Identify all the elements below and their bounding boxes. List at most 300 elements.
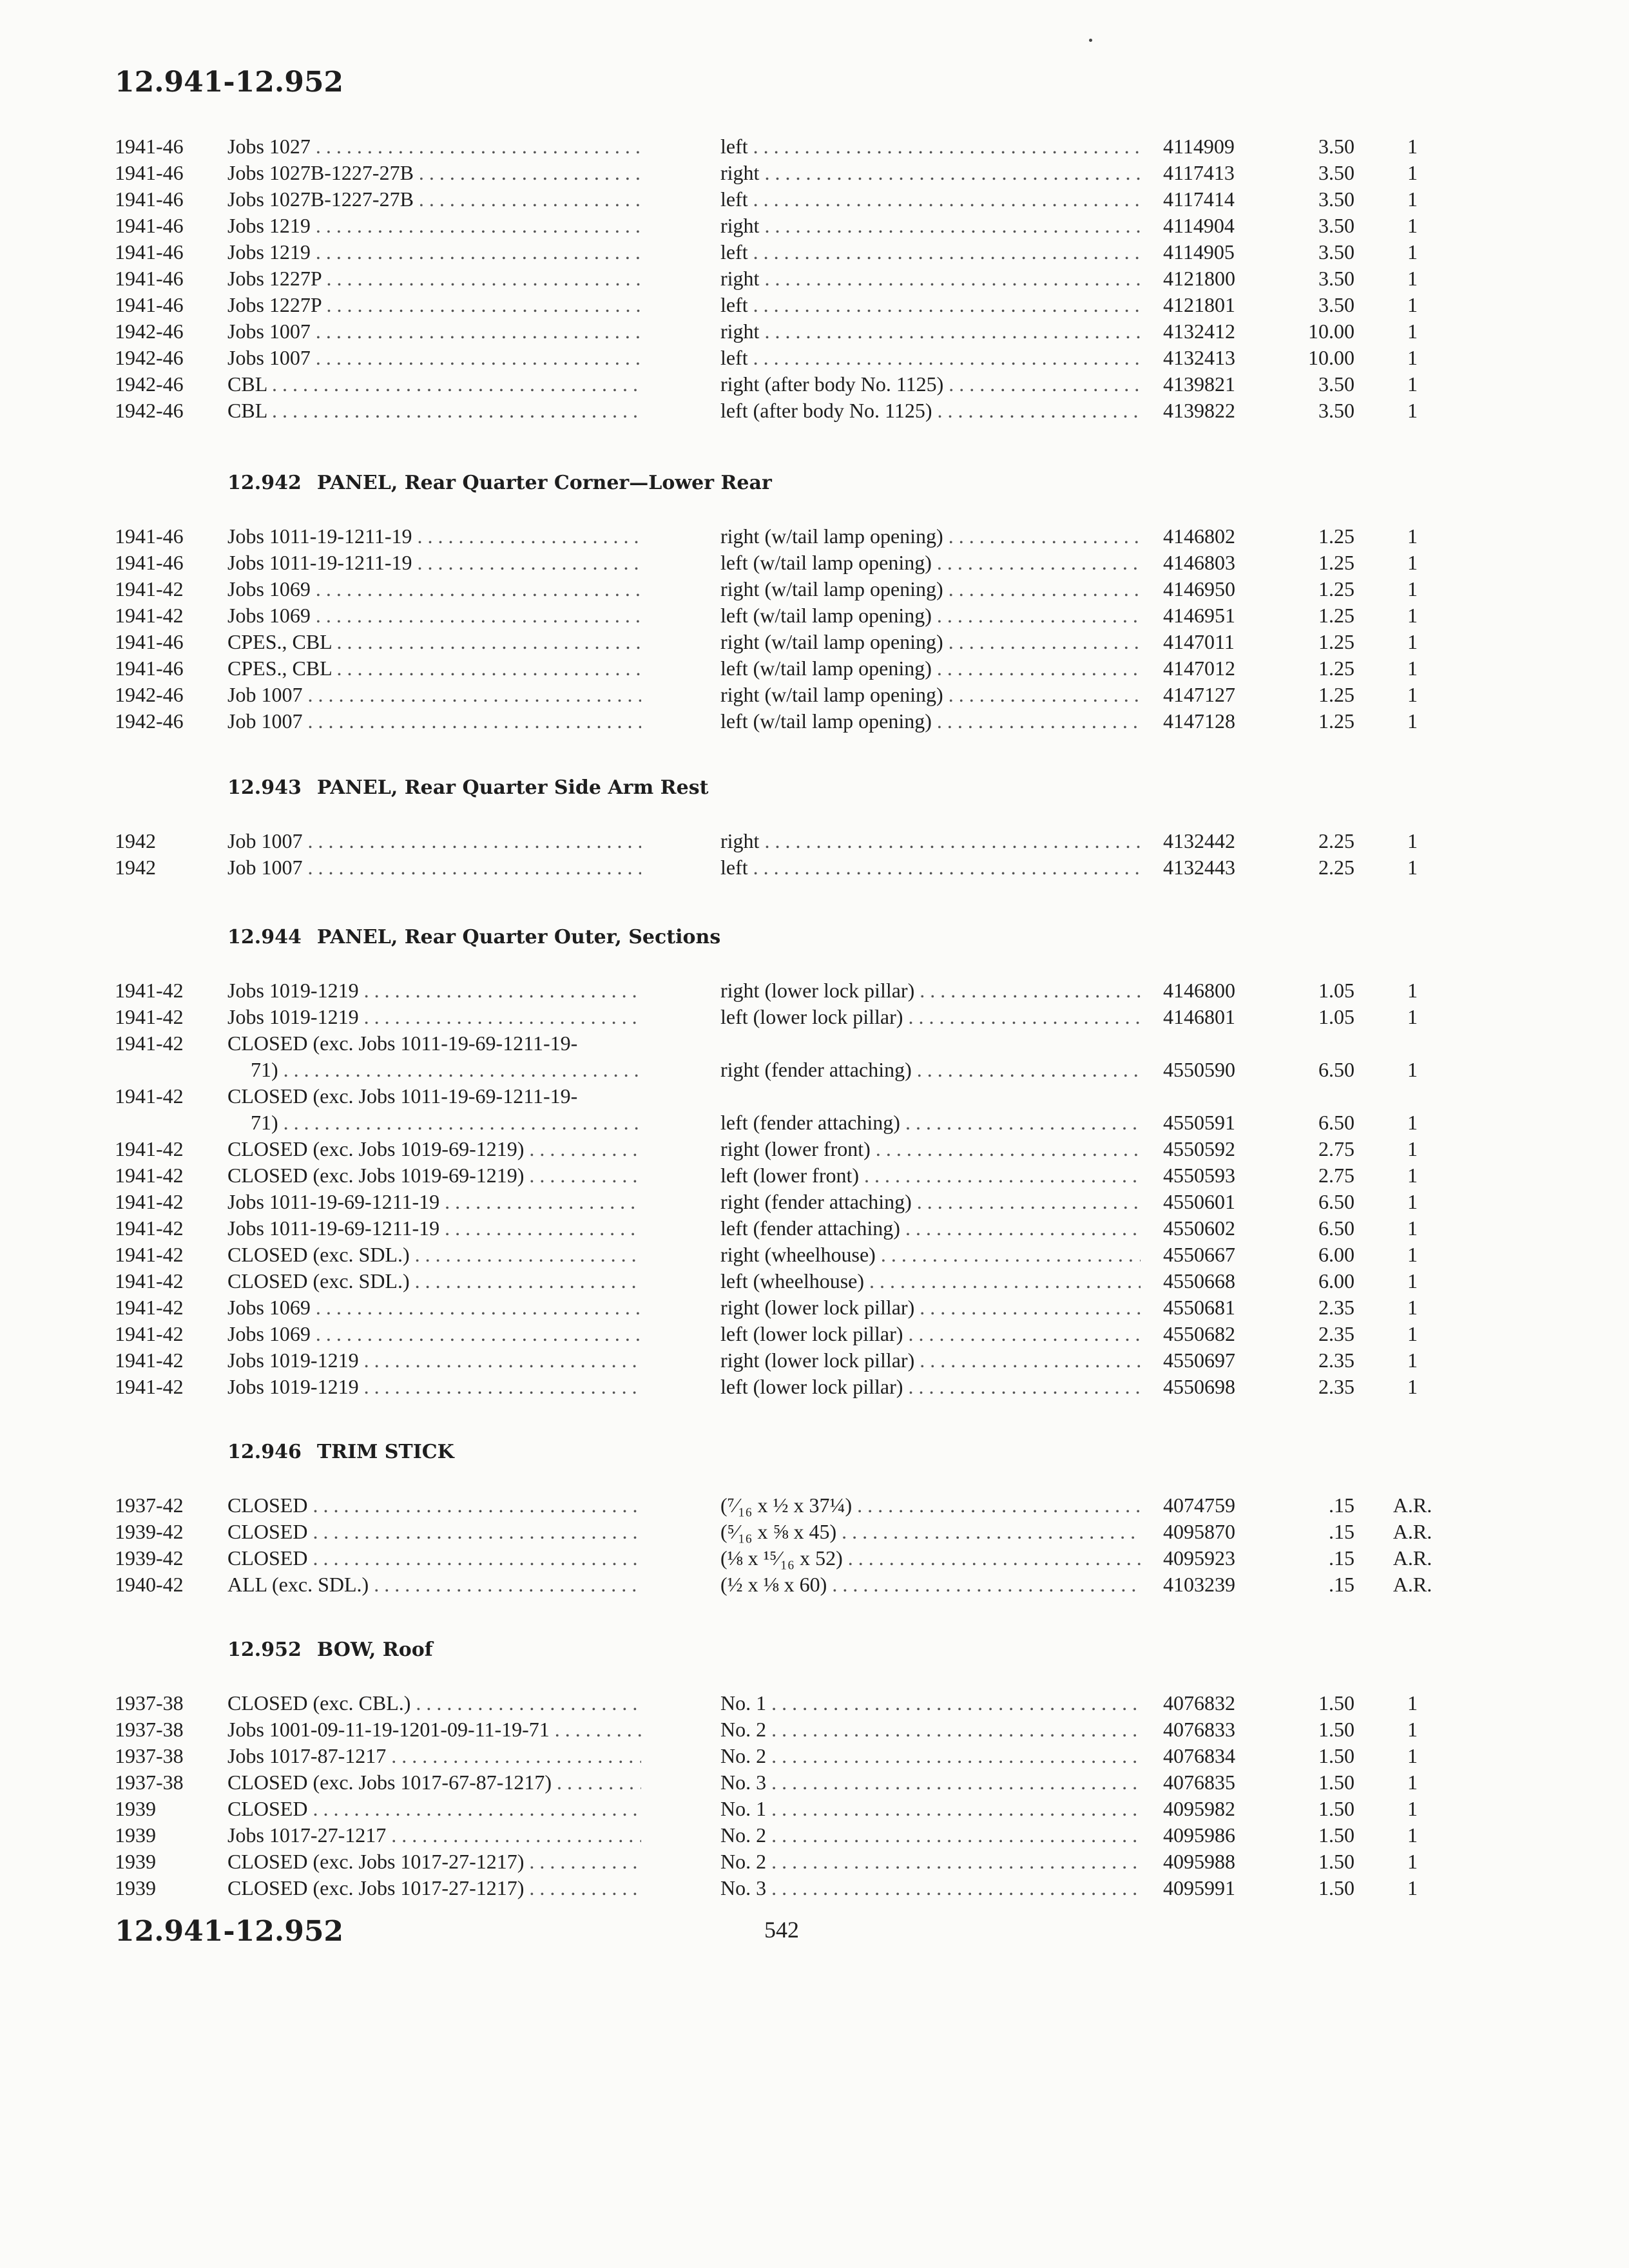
model-cell-text: CLOSED (exc. Jobs 1017-27-1217) . . . <box>227 1876 641 1899</box>
price-cell <box>1276 133 1354 160</box>
model-cell-text: Jobs 1001-09-11-19-1201-09-11-19-71 . . . <box>227 1718 641 1741</box>
table-row <box>0 265 1629 292</box>
quantity-cell-text: A.R. <box>1393 1573 1432 1596</box>
years-cell-text: 1939-42 <box>115 1520 184 1543</box>
description-cell-text: left . . . <box>720 240 1141 264</box>
model-cell-line2-text: 71) . . . <box>251 1111 641 1134</box>
model-cell <box>227 398 641 424</box>
years-cell <box>115 160 184 186</box>
price-cell-text: 1.25 <box>1318 524 1354 548</box>
model-cell-text: Jobs 1027B-1227-27B . . . <box>227 187 641 211</box>
years-cell-text: 1942-46 <box>115 372 184 396</box>
price-cell-text: 2.35 <box>1318 1375 1354 1398</box>
model-cell-text: Jobs 1019-1219 . . . <box>227 1005 641 1028</box>
quantity-cell <box>1387 1822 1438 1849</box>
part-number-cell-text: 4550668 <box>1163 1269 1235 1293</box>
price-cell-text: 3.50 <box>1318 214 1354 237</box>
part-number-cell-text: 4146951 <box>1163 604 1235 627</box>
part-number-cell <box>1163 1875 1235 1901</box>
price-cell <box>1276 1242 1354 1268</box>
price-cell-text: .15 <box>1329 1494 1354 1517</box>
price-cell <box>1276 1875 1354 1901</box>
section-title <box>227 926 720 948</box>
quantity-cell-text: 1 <box>1407 709 1418 733</box>
part-number-cell <box>1163 1162 1235 1189</box>
part-number-cell-text: 4095988 <box>1163 1850 1235 1873</box>
description-cell-text: right . . . <box>720 267 1141 290</box>
part-number-cell-text: 4550593 <box>1163 1164 1235 1187</box>
years-cell <box>115 1849 156 1875</box>
years-cell <box>115 1769 184 1796</box>
model-cell <box>227 371 641 398</box>
section-title <box>227 1639 433 1661</box>
table-row <box>0 371 1629 398</box>
years-cell <box>115 318 184 345</box>
model-cell <box>227 708 641 735</box>
table-row <box>0 213 1629 239</box>
part-number-cell-text: 4146802 <box>1163 524 1235 548</box>
years-cell <box>115 239 184 265</box>
description-cell <box>720 398 1141 424</box>
description-cell-text: right . . . <box>720 320 1141 343</box>
section-number: 12.942 <box>227 472 302 494</box>
years-cell-text: 1941-46 <box>115 214 184 237</box>
model-cell <box>227 1321 641 1347</box>
quantity-cell <box>1387 1716 1438 1743</box>
price-cell-text: .15 <box>1329 1546 1354 1570</box>
description-cell-text: left . . . <box>720 346 1141 369</box>
description-cell-text: left . . . <box>720 135 1141 158</box>
quantity-cell-text: 1 <box>1407 577 1418 601</box>
description-cell <box>720 1189 1141 1215</box>
model-cell <box>227 1769 641 1796</box>
description-cell <box>720 1294 1141 1321</box>
years-cell <box>115 133 184 160</box>
model-cell-text: CLOSED . . . <box>227 1494 641 1517</box>
quantity-cell-text: 1 <box>1407 293 1418 316</box>
part-number-cell <box>1163 1374 1235 1400</box>
price-cell <box>1276 1215 1354 1242</box>
price-cell <box>1276 1571 1354 1598</box>
description-cell <box>720 1347 1141 1374</box>
quantity-cell-text: 1 <box>1407 856 1418 879</box>
part-number-cell-text: 4121800 <box>1163 267 1235 290</box>
price-cell <box>1276 1822 1354 1849</box>
description-cell-text: left (w/tail lamp opening) . . . <box>720 709 1141 733</box>
model-cell <box>227 655 641 682</box>
description-cell <box>720 1849 1141 1875</box>
description-cell-text: left (lower lock pillar) . . . <box>720 1375 1141 1398</box>
description-cell-text: right (fender attaching) . . . <box>720 1058 1141 1081</box>
model-cell-text: CLOSED (exc. SDL.) . . . <box>227 1269 641 1293</box>
price-cell <box>1276 160 1354 186</box>
quantity-cell <box>1387 160 1438 186</box>
price-cell-text: 6.50 <box>1318 1190 1354 1213</box>
model-cell <box>227 265 641 292</box>
price-cell-text: 1.50 <box>1318 1850 1354 1873</box>
model-cell <box>227 1849 641 1875</box>
model-cell-text: CLOSED . . . <box>227 1520 641 1543</box>
quantity-cell-text: A.R. <box>1393 1520 1432 1543</box>
quantity-cell <box>1387 655 1438 682</box>
quantity-cell-text: 1 <box>1407 979 1418 1002</box>
part-number-cell <box>1163 345 1235 371</box>
quantity-cell <box>1387 239 1438 265</box>
quantity-cell <box>1387 523 1438 550</box>
model-cell <box>227 1822 641 1849</box>
model-cell-text: Jobs 1027B-1227-27B . . . <box>227 161 641 184</box>
price-cell-text: 2.35 <box>1318 1349 1354 1372</box>
quantity-cell-text: 1 <box>1407 161 1418 184</box>
description-cell <box>720 828 1141 854</box>
price-cell <box>1276 371 1354 398</box>
part-number-cell <box>1163 1492 1235 1519</box>
description-cell <box>720 1492 1141 1519</box>
table-row <box>0 318 1629 345</box>
description-cell <box>720 318 1141 345</box>
years-cell-text: 1937-38 <box>115 1691 184 1715</box>
quantity-cell <box>1387 371 1438 398</box>
model-cell-line1: CLOSED (exc. Jobs 1011-19-69-1211-19- <box>227 1084 578 1108</box>
quantity-cell <box>1387 1796 1438 1822</box>
years-cell-text: 1941-46 <box>115 161 184 184</box>
quantity-cell <box>1387 1215 1438 1242</box>
table-row <box>0 1268 1629 1294</box>
price-cell-text: .15 <box>1329 1520 1354 1543</box>
table-row <box>0 398 1629 424</box>
quantity-cell <box>1387 1347 1438 1374</box>
quantity-cell-text: 1 <box>1407 135 1418 158</box>
model-cell-text: Jobs 1017-27-1217 . . . <box>227 1823 641 1847</box>
years-cell-text: 1941-42 <box>115 1005 184 1028</box>
description-cell-text: No. 3 . . . <box>720 1771 1141 1794</box>
table-row <box>0 1519 1629 1545</box>
description-cell-text: right (lower front) . . . <box>720 1137 1141 1160</box>
years-cell-text: 1941-42 <box>115 604 184 627</box>
description-cell <box>720 1769 1141 1796</box>
section-title <box>227 472 772 494</box>
years-cell <box>115 292 184 318</box>
description-cell <box>720 1796 1141 1822</box>
part-number-cell-text: 4114909 <box>1163 135 1235 158</box>
table-row <box>0 1796 1629 1822</box>
part-number-cell-text: 4550682 <box>1163 1322 1235 1345</box>
part-number-cell <box>1163 398 1235 424</box>
model-cell <box>227 1571 641 1598</box>
description-cell <box>720 576 1141 602</box>
price-cell <box>1276 523 1354 550</box>
price-cell-text: 1.25 <box>1318 577 1354 601</box>
price-cell-text: 3.50 <box>1318 372 1354 396</box>
model-cell <box>227 1083 641 1136</box>
quantity-cell <box>1387 1875 1438 1901</box>
description-cell <box>720 629 1141 655</box>
years-cell-text: 1942-46 <box>115 683 184 706</box>
model-cell <box>227 1875 641 1901</box>
quantity-cell <box>1387 1545 1438 1571</box>
years-cell <box>115 977 184 1004</box>
quantity-cell <box>1387 1189 1438 1215</box>
table-row <box>0 1004 1629 1030</box>
part-number-cell <box>1163 1189 1235 1215</box>
price-cell-text: 10.00 <box>1308 320 1354 343</box>
years-cell <box>115 828 156 854</box>
part-number-cell-text: 4550601 <box>1163 1190 1235 1213</box>
years-cell <box>115 1374 184 1400</box>
years-cell-text: 1937-42 <box>115 1494 184 1517</box>
price-cell <box>1276 1743 1354 1769</box>
quantity-cell-text: 1 <box>1407 524 1418 548</box>
table-row <box>0 854 1629 881</box>
quantity-cell-text: 1 <box>1407 1349 1418 1372</box>
years-cell-text: 1942 <box>115 829 156 852</box>
table-row <box>0 1545 1629 1571</box>
price-cell <box>1276 1769 1354 1796</box>
quantity-cell-text: 1 <box>1407 1111 1418 1134</box>
description-cell <box>720 1110 1141 1136</box>
price-cell <box>1276 345 1354 371</box>
model-cell-text: Jobs 1027 . . . <box>227 135 641 158</box>
price-cell-text: 3.50 <box>1318 293 1354 316</box>
table-row <box>0 550 1629 576</box>
years-cell <box>115 1083 184 1110</box>
years-cell <box>115 1875 156 1901</box>
description-cell <box>720 1004 1141 1030</box>
description-cell-text: left (w/tail lamp opening) . . . <box>720 551 1141 574</box>
model-cell-line2-text: 71) . . . <box>251 1058 641 1081</box>
years-cell <box>115 1347 184 1374</box>
quantity-cell-text: 1 <box>1407 657 1418 680</box>
description-cell <box>720 371 1141 398</box>
price-cell <box>1276 655 1354 682</box>
years-cell <box>115 186 184 213</box>
part-number-cell-text: 4076834 <box>1163 1744 1235 1767</box>
description-cell <box>720 1690 1141 1716</box>
description-cell <box>720 133 1141 160</box>
table-row <box>0 576 1629 602</box>
part-number-cell-text: 4132412 <box>1163 320 1235 343</box>
description-cell-text: No. 1 . . . <box>720 1691 1141 1715</box>
model-cell <box>227 828 641 854</box>
years-cell-text: 1941-46 <box>115 240 184 264</box>
part-number-cell <box>1163 1321 1235 1347</box>
part-number-cell-text: 4132443 <box>1163 856 1235 879</box>
quantity-cell-text: 1 <box>1407 214 1418 237</box>
table-row <box>0 1849 1629 1875</box>
price-cell-text: 1.50 <box>1318 1771 1354 1794</box>
model-cell <box>227 1215 641 1242</box>
price-cell <box>1276 1321 1354 1347</box>
table-row <box>0 1083 1629 1136</box>
table-row <box>0 292 1629 318</box>
quantity-cell <box>1387 1162 1438 1189</box>
price-cell-text: 1.05 <box>1318 1005 1354 1028</box>
years-cell <box>115 1716 184 1743</box>
model-cell <box>227 1545 641 1571</box>
description-cell-text: left (lower lock pillar) . . . <box>720 1322 1141 1345</box>
quantity-cell-text: 1 <box>1407 1744 1418 1767</box>
years-cell <box>115 523 184 550</box>
table-row <box>0 1492 1629 1519</box>
description-cell-text: No. 2 . . . <box>720 1823 1141 1847</box>
model-cell <box>227 186 641 213</box>
section-number: 12.946 <box>227 1441 302 1463</box>
table-row <box>0 708 1629 735</box>
section-heading: PANEL, Rear Quarter Side Arm Rest <box>316 776 709 799</box>
years-cell-text: 1939 <box>115 1823 156 1847</box>
part-number-cell <box>1163 828 1235 854</box>
price-cell <box>1276 186 1354 213</box>
part-number-cell-text: 4550592 <box>1163 1137 1235 1160</box>
price-cell <box>1276 1716 1354 1743</box>
part-number-cell <box>1163 186 1235 213</box>
part-number-cell-text: 4076833 <box>1163 1718 1235 1741</box>
model-cell-text: Jobs 1069 . . . <box>227 1296 641 1319</box>
part-number-cell <box>1163 1571 1235 1598</box>
quantity-cell <box>1387 1057 1438 1083</box>
price-cell <box>1276 1545 1354 1571</box>
price-cell-text: 1.25 <box>1318 551 1354 574</box>
description-cell-text: left (lower front) . . . <box>720 1164 1141 1187</box>
table-row <box>0 239 1629 265</box>
model-cell <box>227 1189 641 1215</box>
model-cell-text: Jobs 1011-19-1211-19 . . . <box>227 524 641 548</box>
section-number: 12.944 <box>227 926 302 948</box>
model-cell <box>227 318 641 345</box>
model-cell <box>227 1743 641 1769</box>
price-cell <box>1276 1057 1354 1083</box>
model-cell-text: CLOSED (exc. Jobs 1017-27-1217) . . . <box>227 1850 641 1873</box>
model-cell-text: Jobs 1019-1219 . . . <box>227 1375 641 1398</box>
table-row <box>0 1162 1629 1189</box>
description-cell-text: right (w/tail lamp opening) . . . <box>720 683 1141 706</box>
description-cell-text: (½ x ⅛ x 60) . . . <box>720 1573 1141 1596</box>
part-number-cell-text: 4147127 <box>1163 683 1235 706</box>
price-cell <box>1276 708 1354 735</box>
part-number-cell <box>1163 318 1235 345</box>
years-cell <box>115 629 184 655</box>
years-cell-text: 1941-46 <box>115 135 184 158</box>
price-cell-text: 10.00 <box>1308 346 1354 369</box>
part-number-cell <box>1163 213 1235 239</box>
price-cell-text: 1.50 <box>1318 1744 1354 1767</box>
description-cell <box>720 1242 1141 1268</box>
quantity-cell-text: 1 <box>1407 1322 1418 1345</box>
part-number-cell-text: 4146800 <box>1163 979 1235 1002</box>
quantity-cell <box>1387 1136 1438 1162</box>
price-cell-text: 2.35 <box>1318 1322 1354 1345</box>
section-heading: PANEL, Rear Quarter Outer, Sections <box>316 926 721 948</box>
model-cell-text: Jobs 1069 . . . <box>227 604 641 627</box>
part-number-cell-text: 4550602 <box>1163 1216 1235 1240</box>
description-cell <box>720 239 1141 265</box>
years-cell <box>115 1796 156 1822</box>
years-cell <box>115 1822 156 1849</box>
description-cell <box>720 682 1141 708</box>
description-cell-text: No. 2 . . . <box>720 1744 1141 1767</box>
model-cell-text: CLOSED (exc. Jobs 1019-69-1219) . . . <box>227 1137 641 1160</box>
years-cell-text: 1941-46 <box>115 657 184 680</box>
model-cell-text: Jobs 1219 . . . <box>227 214 641 237</box>
price-cell <box>1276 1374 1354 1400</box>
part-number-cell <box>1163 1110 1235 1136</box>
price-cell <box>1276 828 1354 854</box>
quantity-cell-text: 1 <box>1407 1375 1418 1398</box>
quantity-cell <box>1387 1110 1438 1136</box>
years-cell <box>115 265 184 292</box>
years-cell-text: 1937-38 <box>115 1718 184 1741</box>
part-number-cell-text: 4095870 <box>1163 1520 1235 1543</box>
model-cell <box>227 133 641 160</box>
section-title <box>227 776 708 799</box>
description-cell-text: left . . . <box>720 856 1141 879</box>
part-number-cell <box>1163 576 1235 602</box>
years-cell <box>115 1215 184 1242</box>
quantity-cell <box>1387 213 1438 239</box>
years-cell-text: 1941-46 <box>115 293 184 316</box>
model-cell-text: Job 1007 . . . <box>227 829 641 852</box>
table-row <box>0 160 1629 186</box>
table-row <box>0 1294 1629 1321</box>
price-cell <box>1276 1796 1354 1822</box>
description-cell-text: No. 3 . . . <box>720 1876 1141 1899</box>
description-cell-text: right (wheelhouse) . . . <box>720 1243 1141 1266</box>
quantity-cell <box>1387 1268 1438 1294</box>
description-cell-text: left . . . <box>720 293 1141 316</box>
part-number-cell <box>1163 1242 1235 1268</box>
quantity-cell-text: 1 <box>1407 1058 1418 1081</box>
years-cell <box>115 682 184 708</box>
years-cell-text: 1941-42 <box>115 577 184 601</box>
price-cell-text: 3.50 <box>1318 161 1354 184</box>
model-cell <box>227 1690 641 1716</box>
description-cell-text: (⁵⁄₁₆ x ⅝ x 45) . . . <box>720 1520 1141 1543</box>
table-row <box>0 655 1629 682</box>
section-number: 12.952 <box>227 1639 302 1661</box>
model-cell <box>227 682 641 708</box>
model-cell-text: CPES., CBL . . . <box>227 630 641 653</box>
quantity-cell-text: 1 <box>1407 1797 1418 1820</box>
years-cell <box>115 1321 184 1347</box>
quantity-cell <box>1387 708 1438 735</box>
model-cell-text: CPES., CBL . . . <box>227 657 641 680</box>
part-number-cell <box>1163 977 1235 1004</box>
part-number-cell-text: 4146801 <box>1163 1005 1235 1028</box>
part-number-cell <box>1163 1545 1235 1571</box>
price-cell-text: 1.50 <box>1318 1823 1354 1847</box>
price-cell-text: 1.25 <box>1318 683 1354 706</box>
part-number-cell <box>1163 133 1235 160</box>
part-number-cell-text: 4146803 <box>1163 551 1235 574</box>
model-cell-text: Jobs 1219 . . . <box>227 240 641 264</box>
description-cell <box>720 523 1141 550</box>
model-cell-text: CLOSED (exc. SDL.) . . . <box>227 1243 641 1266</box>
model-cell <box>227 550 641 576</box>
model-cell-text: Jobs 1011-19-69-1211-19 . . . <box>227 1190 641 1213</box>
model-cell-text: CLOSED (exc. Jobs 1017-67-87-1217) . . . <box>227 1771 641 1794</box>
description-cell-text: right . . . <box>720 161 1141 184</box>
part-number-cell-text: 4146950 <box>1163 577 1235 601</box>
description-cell-text: No. 2 . . . <box>720 1718 1141 1741</box>
price-cell <box>1276 1162 1354 1189</box>
description-cell-text: left (after body No. 1125) . . . <box>720 399 1141 422</box>
years-cell <box>115 1030 184 1057</box>
model-cell <box>227 239 641 265</box>
years-cell <box>115 854 156 881</box>
price-cell <box>1276 1294 1354 1321</box>
table-row <box>0 523 1629 550</box>
model-cell <box>227 1519 641 1545</box>
